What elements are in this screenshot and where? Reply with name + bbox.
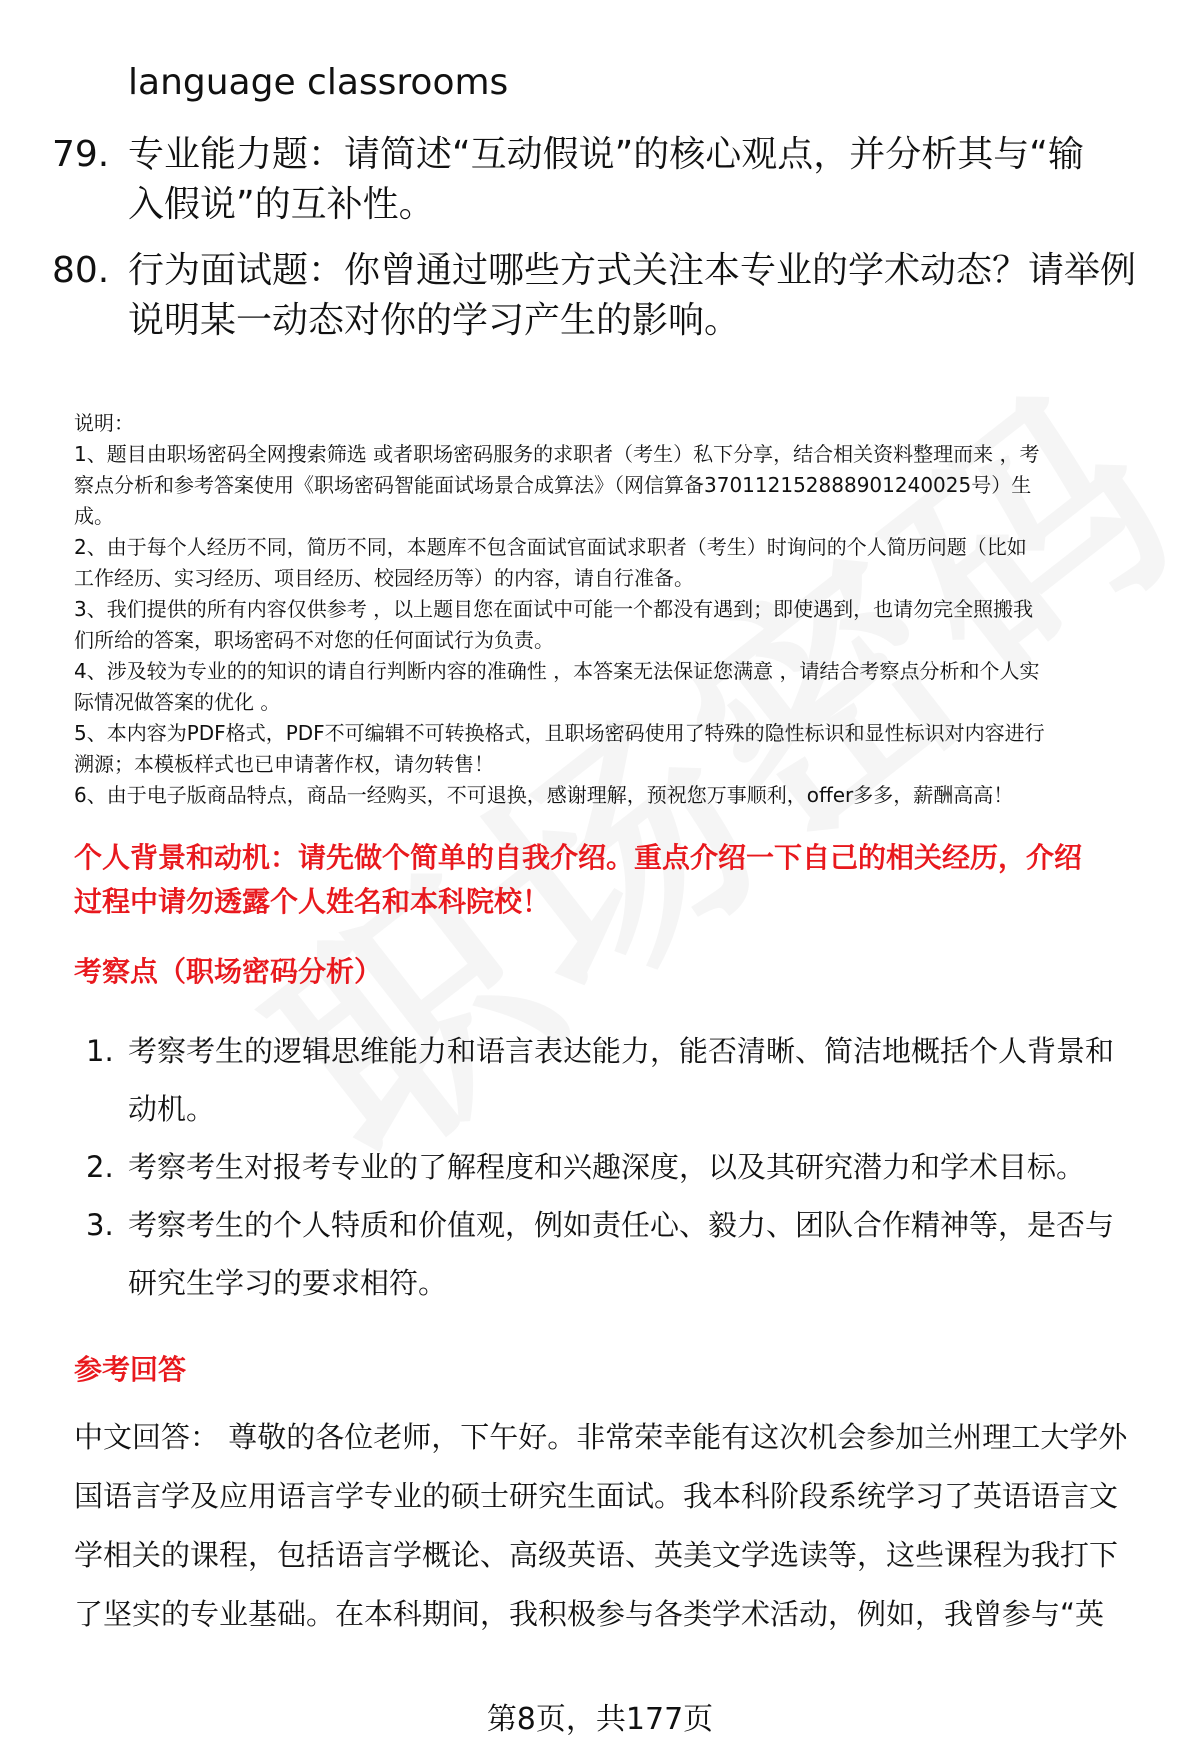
notes-line: 2、由于每个人经历不同，简历不同，本题库不包含面试官面试求职者（考生）时询问的个人简历问题（比如 xyxy=(74,535,1027,559)
notes-line: 们所给的答案，职场密码不对您的任何面试行为负责。 xyxy=(74,628,554,652)
answer-line: 了坚实的专业基础。在本科期间，我积极参与各类学术活动，例如，我曾参与“英 xyxy=(74,1597,1105,1631)
notes-line: 3、我们提供的所有内容仅供参考 ，以上题目您在面试中可能一个都没有遇到；即使遇到，也请勿完全照搬我 xyxy=(74,597,1034,621)
main-question-heading xyxy=(74,836,1082,924)
page-footer: 第8页，共177页 xyxy=(486,1702,714,1737)
continued-text: language classrooms xyxy=(128,62,509,103)
question-text-line: 入假说”的互补性。 xyxy=(128,184,435,225)
answer-heading: 参考回答 xyxy=(74,1353,187,1386)
list-item xyxy=(86,1022,1176,1138)
list-item-line: 研究生学习的要求相符。 xyxy=(128,1266,448,1300)
list-item-number: 1. xyxy=(86,1034,114,1068)
notes-line: 察点分析和参考答案使用《职场密码智能面试场景合成算法》（网信算备370112152888901240025号）生 xyxy=(74,473,1032,497)
list-item-line: 考察考生对报考专业的了解程度和兴趣深度，以及其研究潜力和学术目标。 xyxy=(128,1150,1086,1184)
question-number: 79. xyxy=(52,134,110,175)
list-item-number: 3. xyxy=(86,1208,114,1242)
list-item-line: 考察考生的逻辑思维能力和语言表达能力，能否清晰、简洁地概括个人背景和 xyxy=(128,1034,1115,1068)
notes-line: 5、本内容为PDF格式，PDF不可编辑不可转换格式，且职场密码使用了特殊的隐性标识和显性标识对内容进行 xyxy=(74,721,1045,745)
question-text-line: 专业能力题：请简述“互动假说”的核心观点，并分析其与“输 xyxy=(128,134,1084,175)
answer-line: 国语言学及应用语言学专业的硕士研究生面试。我本科阶段系统学习了英语语言文 xyxy=(74,1479,1119,1513)
notes-line: 际情况做答案的优化 。 xyxy=(74,690,281,714)
notes-line: 工作经历、实习经历、项目经历、校园经历等）的内容，请自行准备。 xyxy=(74,566,694,590)
notes-line: 4、涉及较为专业的的知识的请自行判断内容的准确性 ，本答案无法保证您满意 ，请结合考察点分析和个人实 xyxy=(74,659,1040,683)
question-text-line: 说明某一动态对你的学习产生的影响。 xyxy=(128,300,741,341)
notes-section xyxy=(74,408,1164,811)
answer-line: 学相关的课程，包括语言学概论、高级英语、英美文学选读等，这些课程为我打下 xyxy=(74,1538,1119,1572)
list-item-line: 考察考生的个人特质和价值观，例如责任心、毅力、团队合作精神等，是否与 xyxy=(128,1208,1115,1242)
list-item-line: 动机。 xyxy=(128,1092,216,1126)
answer-body xyxy=(74,1408,1174,1644)
list-item-number: 2. xyxy=(86,1150,114,1184)
notes-title: 说明： xyxy=(74,411,134,435)
list-item xyxy=(86,1196,1176,1312)
list-item xyxy=(86,1138,1176,1196)
question-number: 80. xyxy=(52,250,110,291)
notes-line: 6、由于电子版商品特点，商品一经购买，不可退换，感谢理解，预祝您万事顺利，offer多多，薪酬高高！ xyxy=(74,783,1014,807)
notes-line: 成。 xyxy=(74,504,114,528)
notes-line: 1、题目由职场密码全网搜索筛选 或者职场密码服务的求职者（考生）私下分享，结合相关资料整理而来 ，考 xyxy=(74,442,1040,466)
analysis-list xyxy=(86,1022,1176,1312)
notes-line: 溯源；本模板样式也已申请著作权，请勿转售！ xyxy=(74,752,494,776)
analysis-heading: 考察点（职场密码分析） xyxy=(74,955,383,988)
question-text-line: 行为面试题：你曾通过哪些方式关注本专业的学术动态？请举例 xyxy=(128,250,1137,291)
answer-line: 中文回答： 尊敬的各位老师，下午好。非常荣幸能有这次机会参加兰州理工大学外 xyxy=(74,1420,1128,1454)
main-question-line: 过程中请勿透露个人姓名和本科院校！ xyxy=(74,885,551,918)
main-question-line: 个人背景和动机：请先做个简单的自我介绍。重点介绍一下自己的相关经历，介绍 xyxy=(74,841,1083,874)
